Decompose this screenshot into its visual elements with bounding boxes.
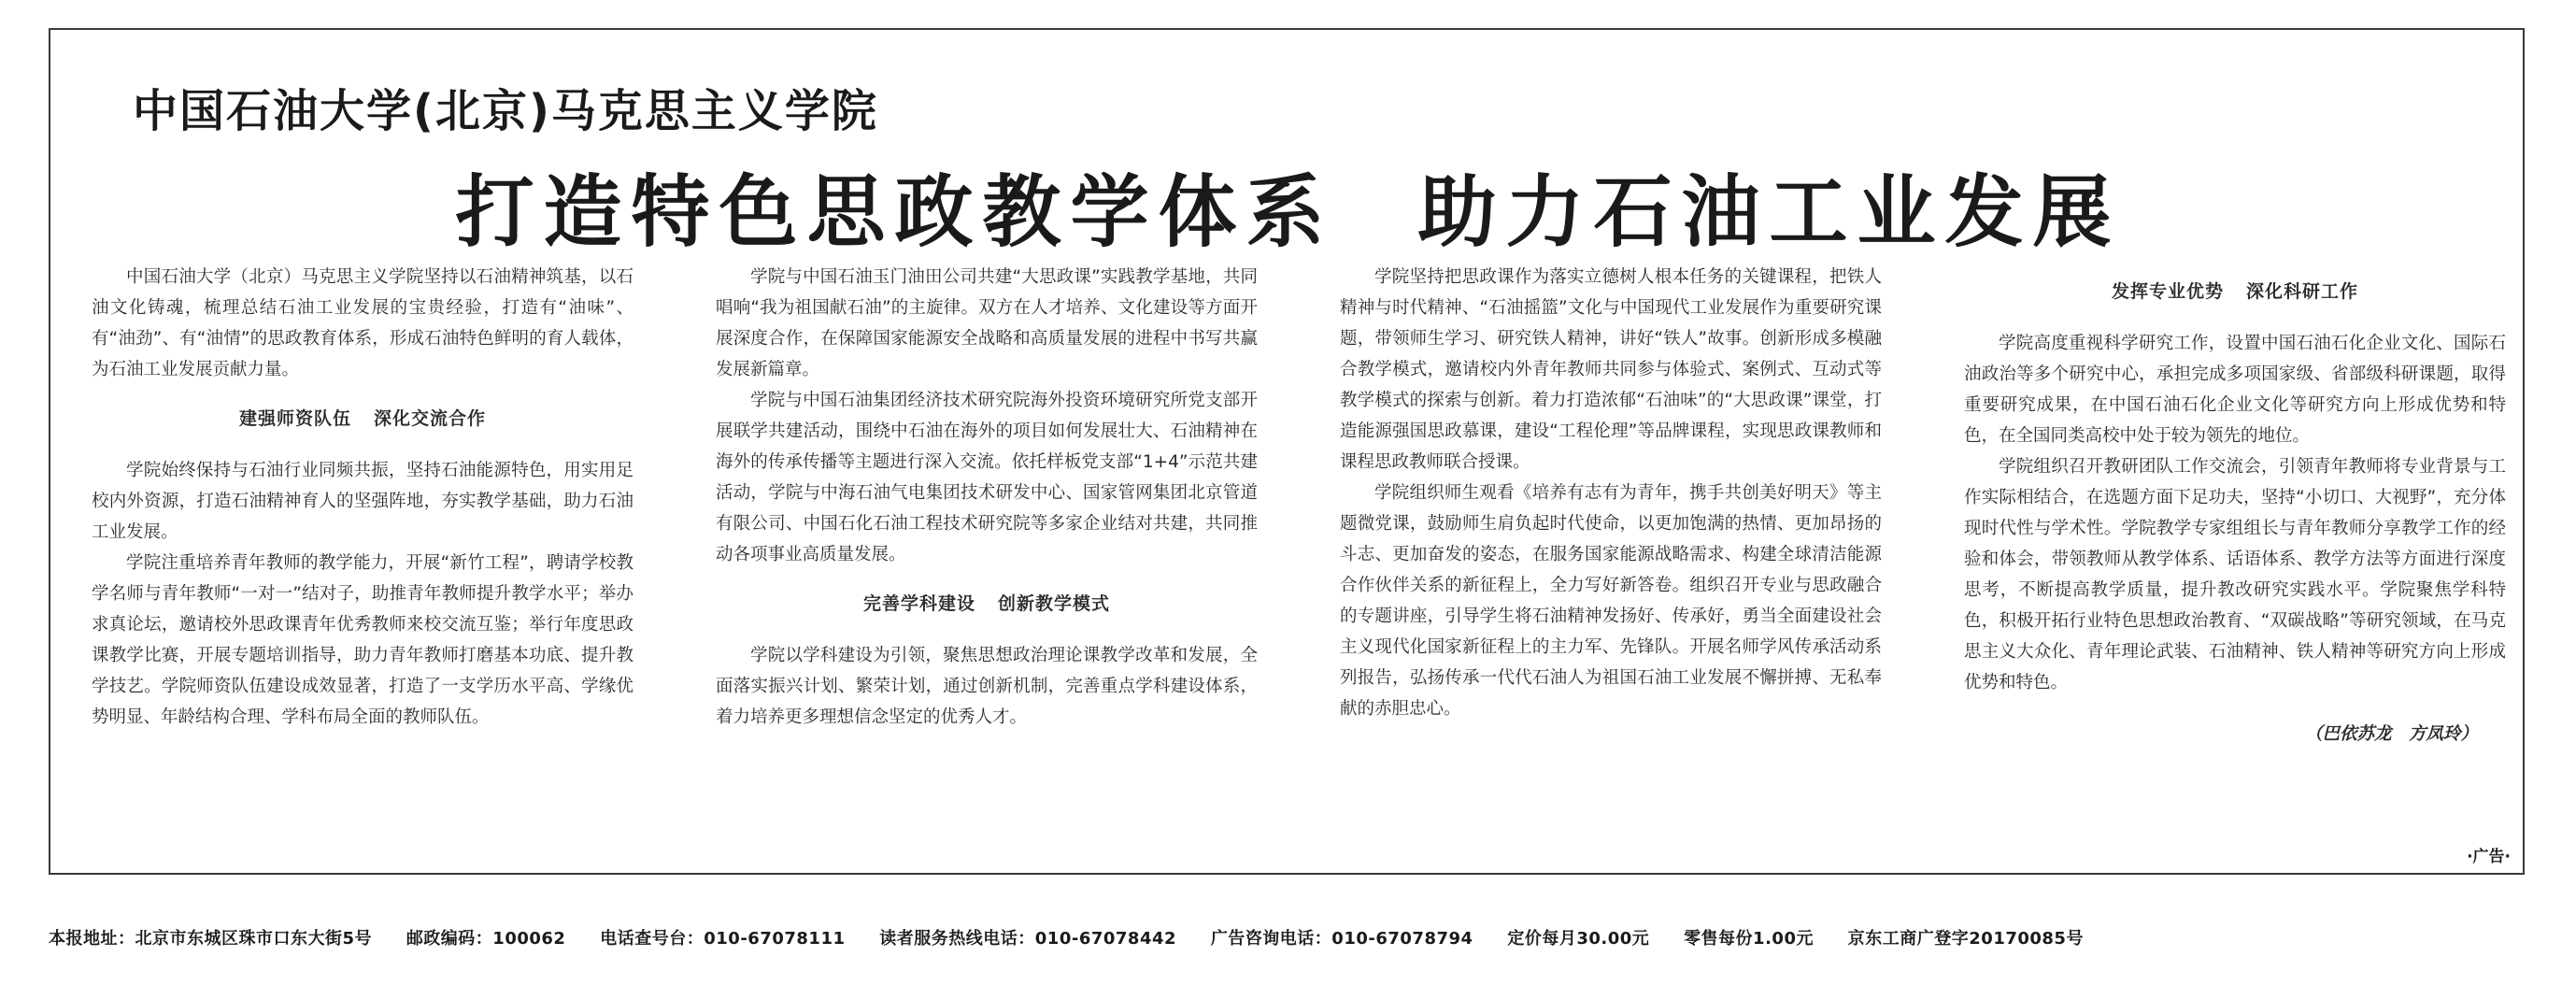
headline-part-2: 助力石油工业发展 <box>1417 165 2121 258</box>
section-heading <box>92 404 633 435</box>
footer-unit-price: 零售每份1.00元 <box>1684 929 1814 949</box>
column-4 <box>1964 262 2506 749</box>
footer-license: 京东工商广登字20170085号 <box>1847 929 2084 949</box>
paragraph: 学院始终保持与石油行业同频共振，坚持石油能源特色，用实用足校内外资源，打造石油精神育人的坚强阵地，夯实教学基础，助力石油工业发展。 <box>92 461 633 542</box>
footer-address: 本报地址：北京市东城区珠市口东大街5号 <box>49 929 373 949</box>
headline <box>0 150 2576 263</box>
paragraph: 中国石油大学（北京）马克思主义学院坚持以石油精神筑基，以石油文化铸魂，梳理总结石油工业发展的宝贵经验，打造有“油味”、有“油劲”、有“油情”的思政教育体系，形成石油特色鲜明的育人载体，为石油工业发展贡献力量。 <box>92 267 633 379</box>
footer-postcode: 邮政编码：100062 <box>406 929 566 949</box>
paragraph: 学院以学科建设为引领，聚焦思想政治理论课教学改革和发展，全面落实振兴计划、繁荣计划，通过创新机制，完善重点学科建设体系，着力培养更多理想信念坚定的优秀人才。 <box>716 646 1258 727</box>
paragraph: 学院与中国石油玉门油田公司共建“大思政课”实践教学基地，共同唱响“我为祖国献石油”的主旋律。双方在人才培养、文化建设等方面开展深度合作，在保障国家能源安全战略和高质量发展的进程中书写共赢发展新篇章。 <box>716 267 1258 379</box>
headline-part-1: 打造特色思政教学体系 <box>455 165 1334 258</box>
section-heading-part: 创新教学模式 <box>998 593 1111 614</box>
section-heading-part: 完善学科建设 <box>862 593 975 614</box>
paragraph: 学院高度重视科学研究工作，设置中国石油石化企业文化、国际石油政治等多个研究中心，承担完成多项国家级、省部级科研课题，取得重要研究成果，在中国石油石化企业文化等研究方向上形成优势和特色，在全国同类高校中处于较为领先的地位。 <box>1964 334 2506 446</box>
section-heading <box>1964 277 2506 307</box>
newspaper-footer <box>49 925 2112 949</box>
paragraph: 学院注重培养青年教师的教学能力，开展“新竹工程”，聘请学校教学名师与青年教师“一对一”结对子，助推青年教师提升教学水平；举办求真论坛，邀请校外思政课青年优秀教师来校交流互鉴；举行年度思政课教学比赛，开展专题培训指导，助力青年教师打磨基本功底、提升教学技艺。学院师资队伍建设成效显著，打造了一支学历水平高、学缘优势明显、年龄结构合理、学科布局全面的教师队伍。 <box>92 553 633 727</box>
section-heading-part: 深化科研工作 <box>2246 281 2359 302</box>
paragraph: 学院坚持把思政课作为落实立德树人根本任务的关键课程，把铁人精神与时代精神、“石油摇篮”文化与中国现代工业发展作为重要研究课题，带领师生学习、研究铁人精神，讲好“铁人”故事。创新形成多模融合教学模式，邀请校内外青年教师共同参与体验式、案例式、互动式等教学模式的探索与创新。着力打造浓郁“石油味”的“大思政课”课堂，打造能源强国思政慕课，建设“工程伦理”等品牌课程，实现思政课教师和课程思政教师联合授课。 <box>1340 267 1882 472</box>
column-2 <box>716 262 1258 733</box>
column-3 <box>1340 262 1882 724</box>
footer-phone: 电话查号台：010-67078111 <box>600 929 846 949</box>
section-heading-part: 发挥专业优势 <box>2111 281 2224 302</box>
column-1 <box>92 262 633 733</box>
institution-title: 中国石油大学(北京)马克思主义学院 <box>133 85 878 137</box>
author-signature: （巴依苏龙 方凤玲） <box>2304 724 2478 744</box>
section-heading-part: 建强师资队伍 <box>238 408 351 429</box>
footer-monthly-price: 定价每月30.00元 <box>1507 929 1650 949</box>
paragraph: 学院组织师生观看《培养有志有为青年，携手共创美好明天》等主题微党课，鼓励师生肩负起时代使命，以更加饱满的热情、更加昂扬的斗志、更加奋发的姿态，在服务国家能源战略需求、构建全球清洁能源合作伙伴关系的新征程上，全力写好新答卷。组织召开专业与思政融合的专题讲座，引导学生将石油精神发扬好、传承好，勇当全面建设社会主义现代化国家新征程上的主力军、先锋队。开展名师学风传承活动系列报告，弘扬传承一代代石油人为祖国石油工业发展不懈拼搏、无私奉献的赤胆忠心。 <box>1340 483 1882 719</box>
section-heading-part: 深化交流合作 <box>374 408 487 429</box>
footer-reader-hotline: 读者服务热线电话：010-67078442 <box>879 929 1177 949</box>
ad-tag: ·广告· <box>2467 848 2511 866</box>
paragraph: 学院与中国石油集团经济技术研究院海外投资环境研究所党支部开展联学共建活动，围绕中石油在海外的项目如何发展壮大、石油精神在海外的传承传播等主题进行深入交流。依托样板党支部“1+4”示范共建活动，学院与中海石油气电集团技术研发中心、国家管网集团北京管道有限公司、中国石化石油工程技术研究院等多家企业结对共建，共同推动各项事业高质量发展。 <box>716 391 1258 564</box>
footer-ad-phone: 广告咨询电话：010-67078794 <box>1210 929 1473 949</box>
paragraph: 学院组织召开教研团队工作交流会，引领青年教师将专业背景与工作实际相结合，在选题方面下足功夫，坚持“小切口、大视野”，充分体现时代性与学术性。学院教学专家组组长与青年教师分享教学工作的经验和体会，带领教师从教学体系、话语体系、教学方法等方面进行深度思考，不断提高教学质量，提升教改研究实践水平。学院聚焦学科特色，积极开拓行业特色思想政治教育、“双碳战略”等研究领域，在马克思主义大众化、青年理论武装、石油精神、铁人精神等研究方向上形成优势和特色。 <box>1964 457 2506 692</box>
section-heading <box>716 589 1258 620</box>
